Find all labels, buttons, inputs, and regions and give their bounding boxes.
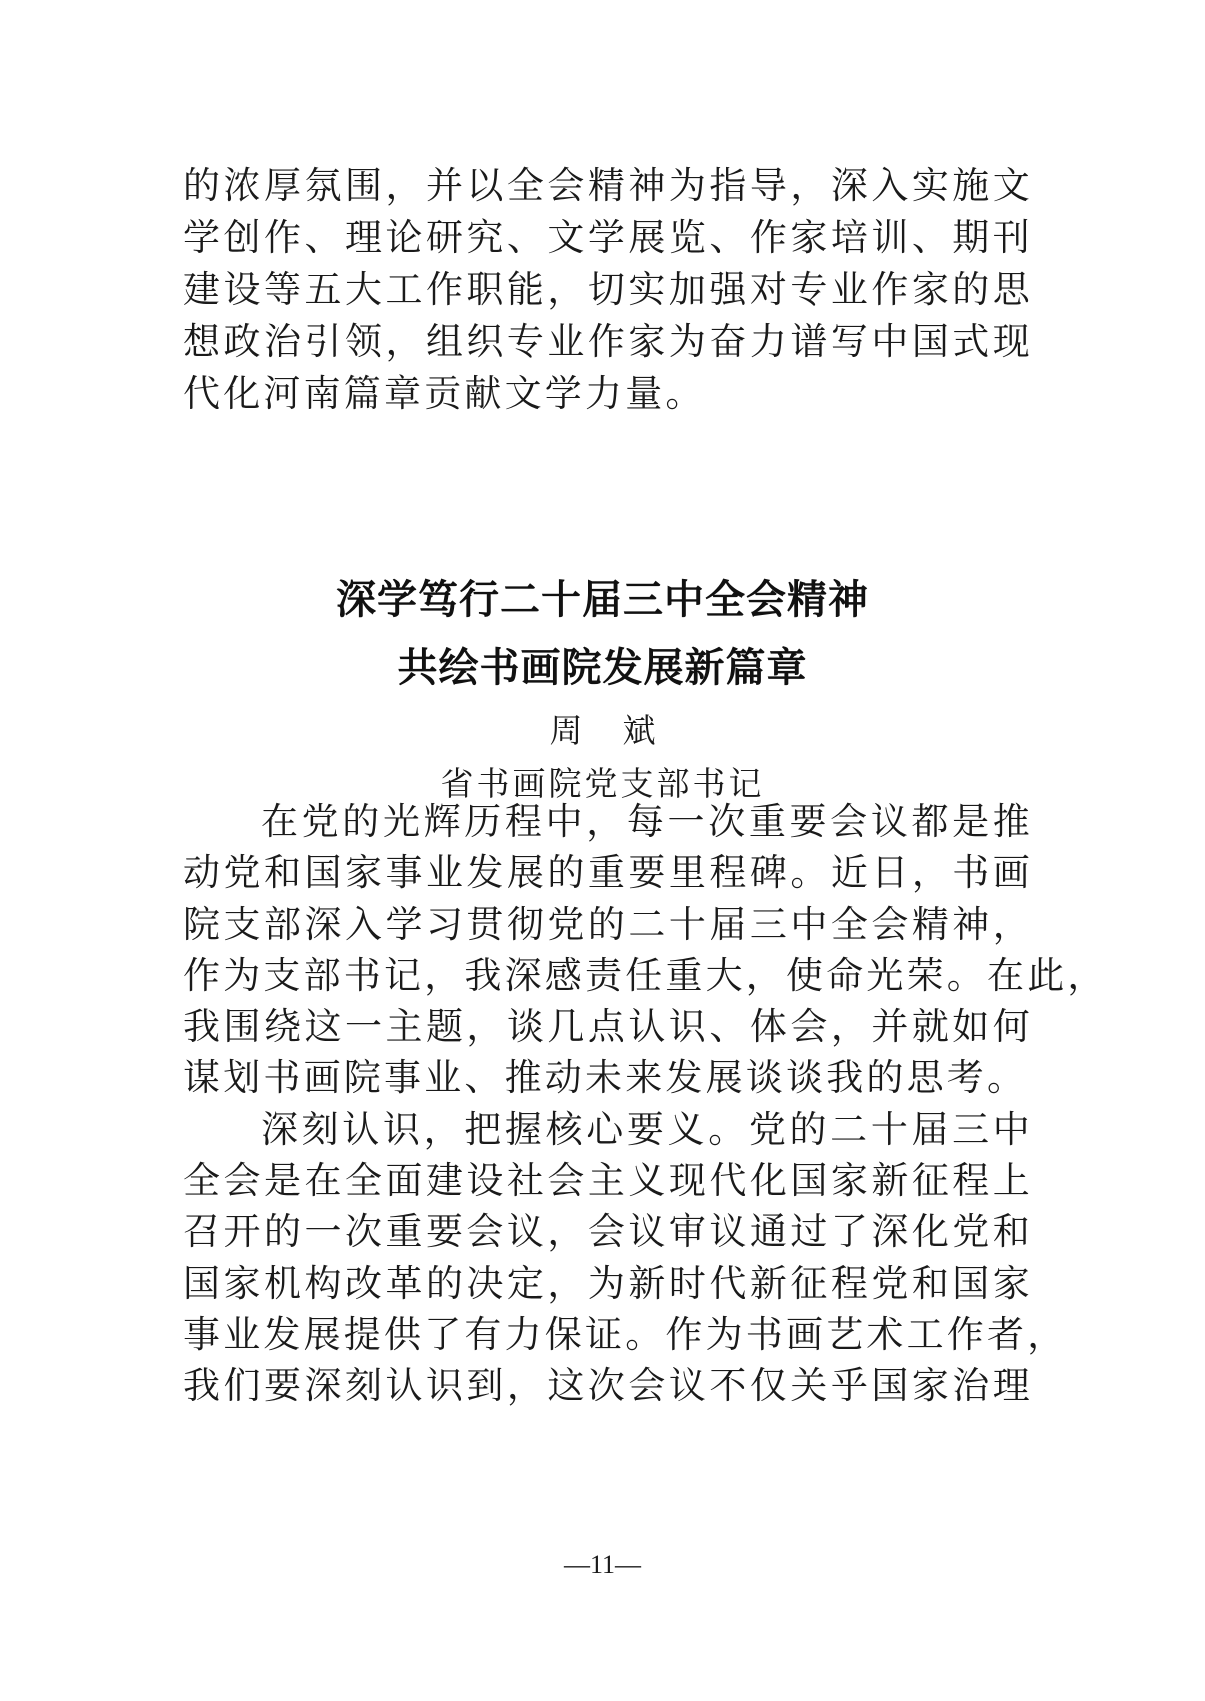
text-line: 的浓厚氛围，并以全会精神为指导，深入实施文 xyxy=(183,164,1033,207)
text-line: 学创作、理论研究、文学展览、作家培训、期刊 xyxy=(183,216,1033,259)
text-line: 国家机构改革的决定，为新时代新征程党和国家 xyxy=(183,1261,1033,1305)
text-line: 事业发展提供了有力保证。作为书画艺术工作者， xyxy=(183,1312,1068,1356)
text-line: 院支部深入学习贯彻党的二十届三中全会精神， xyxy=(183,902,1033,946)
article-title-line-2: 共绘书画院发展新篇章 xyxy=(397,645,808,691)
preceding-article-paragraph-end xyxy=(183,160,1033,420)
text-line: 作为支部书记，我深感责任重大，使命光荣。在此， xyxy=(183,953,1108,997)
author-affiliation: 省书画院党支部书记 xyxy=(440,764,765,803)
text-line: 我们要深刻认识到，这次会议不仅关乎国家治理 xyxy=(183,1364,1033,1408)
article-body xyxy=(183,796,1108,1412)
text-line: 全会是在全面建设社会主义现代化国家新征程上 xyxy=(183,1159,1033,1203)
text-line: 我围绕这一主题，谈几点认识、体会，并就如何 xyxy=(183,1005,1033,1049)
article-author: 周斌 xyxy=(549,711,696,750)
text-line: 深刻认识，把握核心要义。党的二十届三中 xyxy=(261,1107,1033,1151)
page-number: —11— xyxy=(563,1550,642,1579)
text-line: 动党和国家事业发展的重要里程碑。近日，书画 xyxy=(183,851,1033,895)
text-line: 代化河南篇章贡献文学力量。 xyxy=(183,372,706,415)
text-line: 建设等五大工作职能，切实加强对专业作家的思 xyxy=(183,268,1033,311)
text-line: 在党的光辉历程中，每一次重要会议都是推 xyxy=(261,800,1033,843)
article-title-line-1: 深学笃行二十届三中全会精神 xyxy=(336,577,869,623)
text-line: 想政治引领，组织专业作家为奋力谱写中国式现 xyxy=(183,320,1033,363)
text-line: 召开的一次重要会议，会议审议通过了深化党和 xyxy=(183,1210,1033,1254)
text-line: 谋划书画院事业、推动未来发展谈谈我的思考。 xyxy=(183,1056,1028,1100)
